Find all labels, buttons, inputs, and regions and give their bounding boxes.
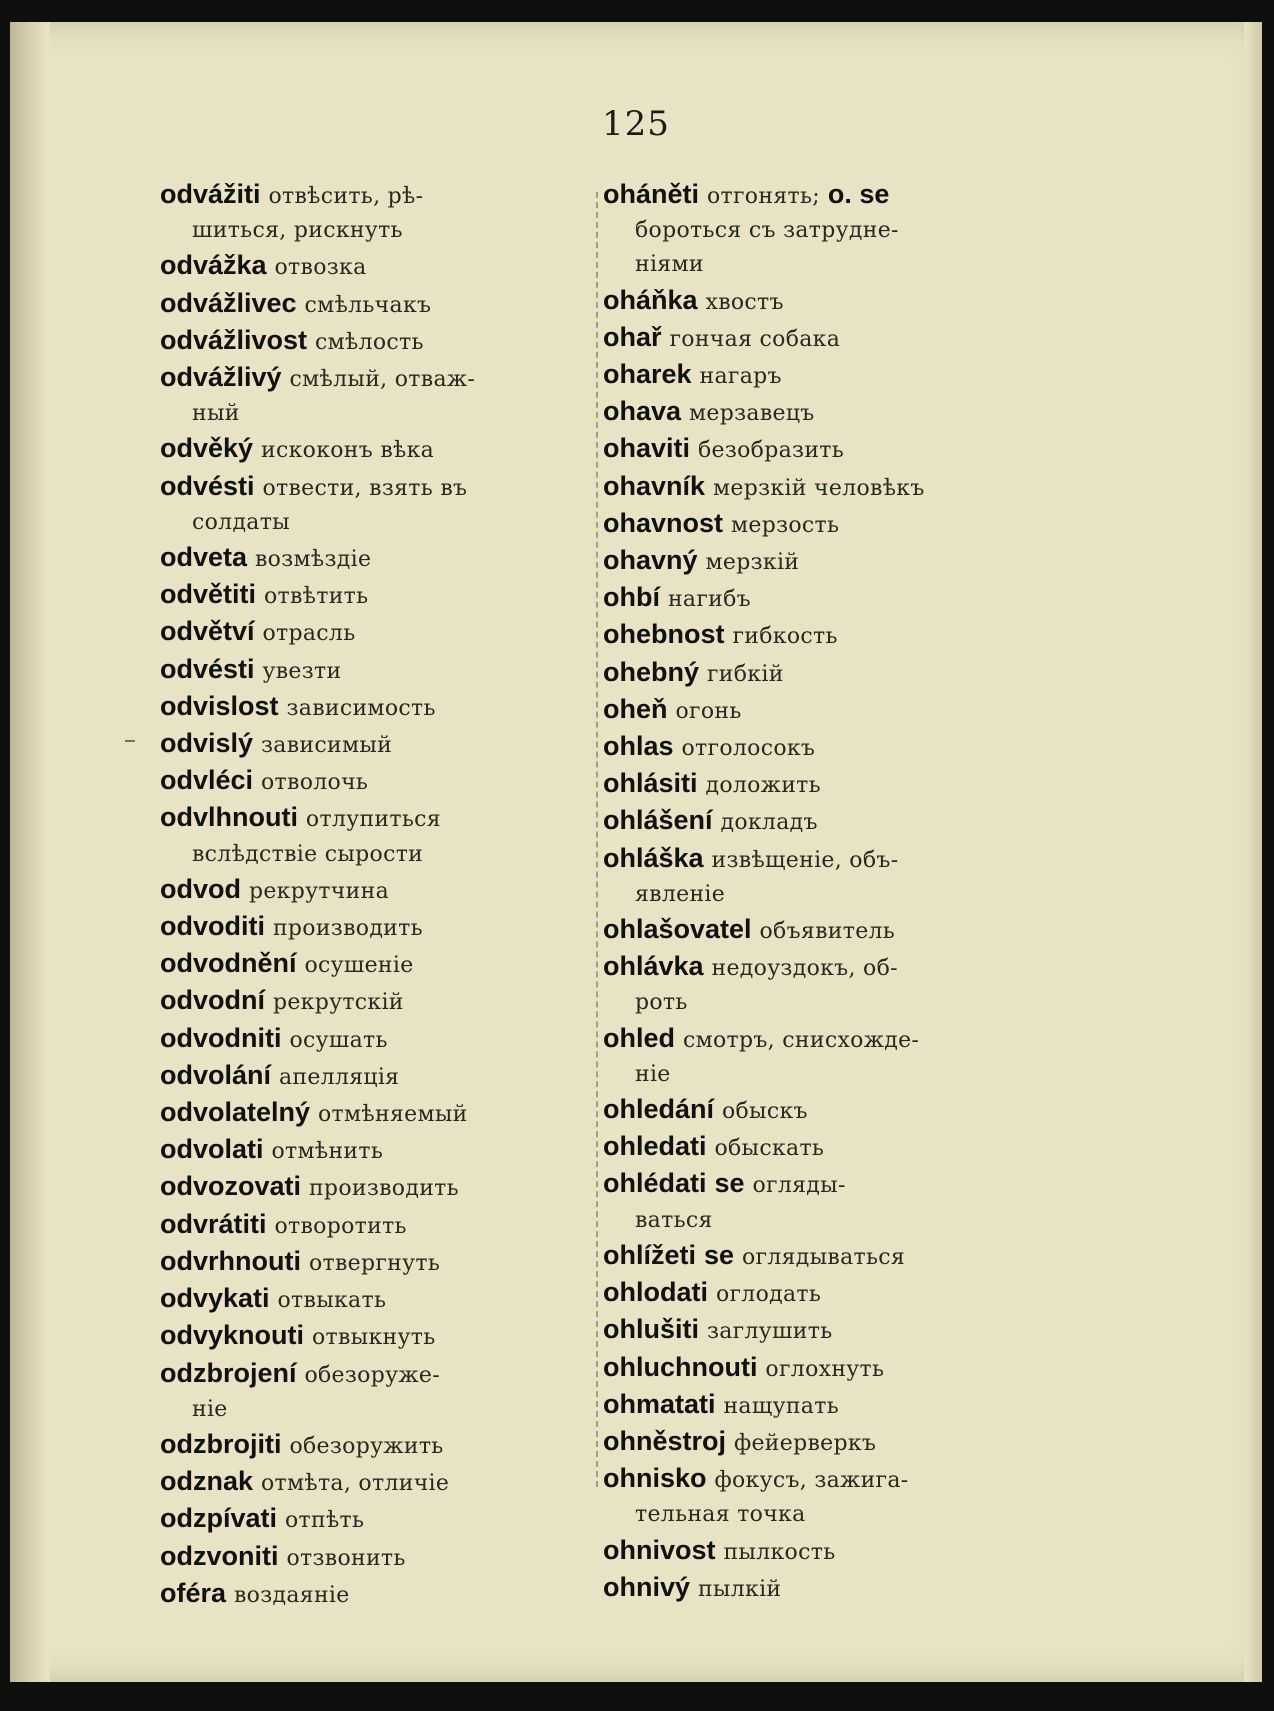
entry-line <box>160 1021 585 1058</box>
entry-continuation: вслѣдствіе сырости <box>192 841 424 867</box>
dictionary-entry <box>160 1058 585 1095</box>
dictionary-entry <box>160 983 585 1020</box>
entry-line <box>160 909 585 946</box>
entry-line <box>160 1576 585 1613</box>
entry-headword: ohaviti <box>603 433 691 464</box>
dictionary-entry <box>160 1501 585 1538</box>
entry-translation: гончая собака <box>669 326 841 352</box>
dictionary-entry <box>160 1464 585 1501</box>
entry-headword: odzpívati <box>160 1503 278 1534</box>
entry-line <box>603 692 1028 729</box>
entry-line <box>603 617 1028 654</box>
entry-headword: odvod <box>160 873 241 904</box>
entry-translation: фокусъ, зажига- <box>714 1468 909 1494</box>
entry-headword: ohluchnouti <box>603 1351 758 1382</box>
dictionary-entry <box>160 1169 585 1206</box>
entry-line <box>603 1092 1028 1129</box>
entry-line <box>603 431 1028 468</box>
entry-headword: ohlávka <box>603 951 704 982</box>
entry-line <box>603 469 1028 506</box>
entry-line <box>160 614 585 651</box>
dictionary-entry <box>603 283 1028 320</box>
entry-line <box>160 1244 585 1281</box>
page-number: 125 <box>602 104 670 144</box>
entry-line <box>603 1275 1028 1312</box>
entry-translation: мерзкій <box>705 550 800 576</box>
dictionary-entry <box>160 909 585 946</box>
entry-translation: гибкость <box>732 624 838 650</box>
entry-translation: обыскъ <box>721 1099 808 1125</box>
entry-headword: ohnivý <box>603 1571 691 1602</box>
entry-headword: ohebný <box>603 656 700 687</box>
entry-translation: отвѣсить, рѣ- <box>268 184 424 209</box>
dictionary-entry <box>603 1312 1028 1349</box>
dictionary-entry <box>603 655 1028 692</box>
dictionary-entry <box>603 580 1028 617</box>
entry-headword: odvykati <box>160 1283 270 1314</box>
entry-translation: отлупиться <box>305 807 441 833</box>
dictionary-entry <box>603 177 1028 248</box>
entry-headword: ohněstroj <box>603 1425 727 1456</box>
dictionary-entry <box>160 248 585 285</box>
entry-line <box>603 283 1028 320</box>
entry-translation: производить <box>272 916 423 942</box>
dictionary-entry <box>603 912 1028 949</box>
entry-headword: ohava <box>603 396 682 427</box>
entry-translation: осушать <box>289 1027 388 1053</box>
entry-headword: ohledati <box>603 1131 707 1162</box>
entry-translation: оглодать <box>715 1282 822 1308</box>
entry-line <box>160 1427 585 1464</box>
dictionary-entry <box>603 949 1028 1020</box>
entry-translation: рекрутскій <box>272 990 404 1016</box>
entry-line <box>603 1166 1028 1203</box>
entry-translation: производить <box>308 1176 459 1202</box>
dictionary-entry <box>160 1244 585 1281</box>
entry-translation: отмѣнить <box>271 1139 384 1165</box>
entry-continuation: ніе <box>192 1396 228 1422</box>
dictionary-entry <box>603 543 1028 580</box>
column-divider <box>596 192 598 1487</box>
entry-line <box>160 177 585 214</box>
entry-translation: оглохнуть <box>765 1356 885 1382</box>
entry-translation: безобразить <box>697 438 845 464</box>
entry-headword: ohláška <box>603 842 704 873</box>
entry-line <box>603 1424 1028 1461</box>
entry-headword: ohlas <box>603 731 674 762</box>
dictionary-entry <box>603 617 1028 654</box>
entry-translation: заглушить <box>706 1319 833 1345</box>
entry-line <box>603 320 1028 357</box>
dictionary-entry <box>160 1356 585 1427</box>
dictionary-entry <box>603 1424 1028 1461</box>
entry-line <box>160 763 585 800</box>
entry-translation: отворотить <box>274 1213 407 1239</box>
entry-continuation: ный <box>192 401 240 427</box>
entry-headword: odvislý <box>160 728 254 759</box>
entry-headword: ohavnost <box>603 507 724 538</box>
dictionary-entry <box>603 431 1028 468</box>
entry-translation: пылкій <box>697 1576 782 1602</box>
entry-translation: отгонять; <box>706 184 820 209</box>
entry-line <box>160 360 585 397</box>
entry-translation: воздаяніе <box>233 1582 350 1608</box>
entry-line <box>603 655 1028 692</box>
entry-line <box>160 1501 585 1538</box>
entry-headword: odvyknouti <box>160 1320 305 1351</box>
entry-line <box>603 949 1028 986</box>
entry-line <box>160 248 585 285</box>
entry-translation: мерзкій человѣкъ <box>712 475 925 501</box>
entry-translation: огонь <box>675 698 742 724</box>
entry-line <box>603 506 1028 543</box>
entry-line <box>603 1312 1028 1349</box>
entry-line <box>160 1095 585 1132</box>
dictionary-entry <box>160 689 585 726</box>
dictionary-entry <box>603 1570 1028 1607</box>
dictionary-entry <box>603 1350 1028 1387</box>
entry-headword: ohledání <box>603 1094 715 1125</box>
dictionary-entry <box>160 652 585 689</box>
entry-headword: oféra <box>160 1577 227 1608</box>
entry-headword: odvodní <box>160 985 265 1016</box>
entry-line <box>160 1281 585 1318</box>
entry-continuation: шиться, рискнуть <box>192 218 403 244</box>
book-page <box>10 22 1262 1682</box>
entry-headword: ohlížeti <box>603 1239 696 1270</box>
right-column <box>603 177 1028 1607</box>
entry-line <box>160 1207 585 1244</box>
entry-line <box>160 1539 585 1576</box>
entry-translation: нагибъ <box>667 587 751 613</box>
entry-line <box>160 431 585 468</box>
entry-line <box>160 323 585 360</box>
entry-headword: odvésti <box>160 470 255 501</box>
dictionary-entry <box>160 360 585 431</box>
entry-headword: oháněti <box>603 179 700 209</box>
dictionary-entry <box>603 248 1028 282</box>
entry-headword: odvléci <box>160 765 254 796</box>
entry-headword: odvislost <box>160 690 279 721</box>
entry-line <box>160 577 585 614</box>
entry-headword: ohnivost <box>603 1534 716 1565</box>
entry-continuation: тельная точка <box>635 1502 806 1528</box>
entry-line <box>160 946 585 983</box>
entry-translation: отвѣтить <box>263 584 369 610</box>
dictionary-entry <box>160 726 585 763</box>
entry-headword: oheň <box>603 693 668 724</box>
entry-headword: odvolati <box>160 1134 264 1165</box>
entry-translation: смѣлый, отваж- <box>289 367 476 393</box>
entry-line <box>603 912 1028 949</box>
entry-translation: фейерверкъ <box>733 1430 877 1456</box>
dictionary-entry <box>603 1533 1028 1570</box>
entry-translation: рекрутчина <box>248 878 389 904</box>
entry-line <box>160 726 585 763</box>
dictionary-entry <box>160 1318 585 1355</box>
entry-translation: искоконъ вѣка <box>261 438 435 464</box>
entry-translation: доложить <box>705 773 821 799</box>
entry-line <box>603 1533 1028 1570</box>
entry-translation: отпѣть <box>284 1508 365 1534</box>
entry-line <box>603 803 1028 840</box>
entry-translation: отвести, взять въ <box>262 475 468 501</box>
dictionary-entry <box>160 323 585 360</box>
entry-headword: oharek <box>603 359 692 390</box>
entry-translation: увезти <box>262 658 342 684</box>
dictionary-entry <box>160 1539 585 1576</box>
entry-translation: отмѣняемый <box>317 1102 468 1128</box>
entry-translation: мерзавецъ <box>689 401 815 427</box>
entry-line <box>603 1350 1028 1387</box>
entry-line <box>160 1058 585 1095</box>
left-column <box>160 177 585 1613</box>
page-edge-shadow <box>1244 22 1262 1682</box>
entry-headword: odzvoniti <box>160 1540 279 1571</box>
entry-headword: odvodnění <box>160 948 297 979</box>
entry-line <box>160 1464 585 1501</box>
dictionary-entry <box>603 729 1028 766</box>
entry-translation: огляды- <box>752 1173 846 1199</box>
entry-headword-extra: se <box>703 1239 734 1270</box>
entry-headword: odvěký <box>160 433 254 464</box>
entry-line <box>603 177 1028 214</box>
entry-line <box>603 357 1028 394</box>
entry-line <box>160 1132 585 1169</box>
entry-translation: отвергнуть <box>308 1250 441 1276</box>
entry-translation: гибкій <box>706 661 784 687</box>
entry-translation: недоуздокъ, об- <box>711 956 898 982</box>
entry-headword: ohlodati <box>603 1277 708 1308</box>
entry-headword: ohlášení <box>603 805 713 836</box>
entry-headword: odvážlivost <box>160 324 308 355</box>
entry-headword: odvážiti <box>160 179 261 209</box>
entry-headword: odvětiti <box>160 579 257 610</box>
entry-line <box>160 872 585 909</box>
entry-translation: мерзость <box>730 512 840 538</box>
entry-headword: ohavný <box>603 545 698 576</box>
entry-translation: возмѣздіе <box>254 547 372 573</box>
entry-translation: отмѣта, отличіе <box>260 1471 450 1497</box>
entry-line <box>603 766 1028 803</box>
entry-translation: извѣщеніе, объ- <box>711 847 899 873</box>
entry-line <box>603 1129 1028 1166</box>
entry-translation: смѣлость <box>315 329 424 355</box>
entry-translation: отрасль <box>262 621 356 647</box>
entry-headword: odznak <box>160 1466 254 1497</box>
dictionary-entry <box>160 577 585 614</box>
entry-translation: отвыкать <box>277 1288 387 1314</box>
entry-translation: смѣльчакъ <box>304 292 432 318</box>
entry-line <box>160 1318 585 1355</box>
entry-headword: odvoditi <box>160 911 265 942</box>
dictionary-entry <box>603 841 1028 912</box>
dictionary-entry <box>160 286 585 323</box>
entry-headword: ohmatati <box>603 1388 716 1419</box>
entry-headword: ohled <box>603 1022 675 1053</box>
entry-headword: odvážka <box>160 250 267 281</box>
dictionary-entry <box>603 320 1028 357</box>
entry-headword: ohavník <box>603 470 706 501</box>
entry-line <box>603 580 1028 617</box>
dictionary-entry <box>603 1129 1028 1166</box>
entry-continuation: ваться <box>635 1207 713 1233</box>
entry-translation: нащупать <box>723 1393 839 1419</box>
entry-headword: odzbrojiti <box>160 1428 282 1459</box>
entry-headword: ohař <box>603 321 662 352</box>
entry-translation: нагаръ <box>699 364 782 390</box>
entry-translation: апелляція <box>278 1064 400 1090</box>
dictionary-entry <box>603 692 1028 729</box>
dictionary-entry <box>603 1461 1028 1532</box>
entry-headword: ohlušiti <box>603 1314 699 1345</box>
entry-headword: ohbí <box>603 582 660 613</box>
entry-line <box>160 689 585 726</box>
dictionary-entry <box>160 1576 585 1613</box>
entry-headword: odvozovati <box>160 1171 302 1202</box>
dictionary-entry <box>603 1021 1028 1092</box>
entry-continuation: явленіе <box>635 881 726 907</box>
entry-line <box>603 1570 1028 1607</box>
entry-line <box>603 841 1028 878</box>
entry-headword: odvážlivec <box>160 287 297 318</box>
page-spine-shadow <box>10 22 50 1682</box>
entry-line <box>603 1387 1028 1424</box>
entry-translation: смотръ, снисхожде- <box>682 1027 920 1053</box>
entry-line <box>160 983 585 1020</box>
entry-headword: odvětví <box>160 616 255 647</box>
entry-line <box>603 394 1028 431</box>
entry-headword-extra: se <box>714 1168 745 1199</box>
dictionary-entry <box>603 1275 1028 1312</box>
entry-headword: odvodniti <box>160 1022 282 1053</box>
entry-continuation: солдаты <box>192 509 290 535</box>
entry-headword: ohlašovatel <box>603 914 752 945</box>
entry-line <box>160 540 585 577</box>
entry-line <box>603 1461 1028 1498</box>
entry-translation: зависимость <box>286 695 436 721</box>
entry-continuation: бороться съ затрудне- <box>635 218 899 244</box>
entry-headword: oháňka <box>603 284 698 315</box>
dictionary-entry <box>603 394 1028 431</box>
dictionary-entry <box>603 766 1028 803</box>
entry-line <box>603 1021 1028 1058</box>
entry-headword: odvrhnouti <box>160 1245 301 1276</box>
dictionary-entry <box>160 872 585 909</box>
entry-translation: пылкость <box>723 1539 836 1565</box>
entry-line <box>603 1238 1028 1275</box>
dictionary-entry <box>160 1132 585 1169</box>
entry-line <box>160 1356 585 1393</box>
entry-headword: odveta <box>160 542 248 573</box>
entry-headword: odvolatelný <box>160 1097 311 1128</box>
entry-translation: докладъ <box>720 810 818 836</box>
entry-headword: odvolání <box>160 1059 272 1090</box>
dictionary-entry <box>160 763 585 800</box>
entry-line <box>160 1169 585 1206</box>
entry-line <box>603 729 1028 766</box>
dictionary-entry <box>160 1021 585 1058</box>
entry-line <box>160 469 585 506</box>
entry-headword: ohlédati <box>603 1168 707 1199</box>
entry-translation: осушеніе <box>304 953 414 979</box>
entry-headword: odvlhnouti <box>160 802 298 833</box>
entry-translation: объявитель <box>759 919 896 945</box>
entry-translation: отволочь <box>261 770 369 796</box>
entry-headword: ohlásiti <box>603 768 698 799</box>
entry-translation: отголосокъ <box>681 736 816 762</box>
entry-headword-extra: o. se <box>827 179 890 209</box>
entry-translation: отвыкнуть <box>311 1325 436 1351</box>
dictionary-entry <box>160 540 585 577</box>
dictionary-entry <box>160 800 585 871</box>
dictionary-entry <box>160 1095 585 1132</box>
entry-headword: odvésti <box>160 653 255 684</box>
margin-mark <box>125 740 135 742</box>
entry-translation: отзвонить <box>286 1545 406 1571</box>
entry-line <box>603 543 1028 580</box>
dictionary-entry <box>603 469 1028 506</box>
entry-translation: обезоружить <box>289 1433 444 1459</box>
dictionary-entry <box>603 506 1028 543</box>
entry-translation: хвостъ <box>705 289 784 315</box>
entry-translation: зависимый <box>261 733 393 759</box>
dictionary-entry <box>160 431 585 468</box>
dictionary-entry <box>160 1207 585 1244</box>
entry-headword: odvrátiti <box>160 1208 267 1239</box>
dictionary-entry <box>603 1387 1028 1424</box>
entry-headword: odzbrojení <box>160 1357 297 1388</box>
dictionary-entry <box>160 614 585 651</box>
entry-translation: обыскать <box>714 1136 825 1162</box>
entry-translation: отвозка <box>274 255 367 281</box>
entry-continuation: ніями <box>635 252 704 278</box>
dictionary-entry <box>603 803 1028 840</box>
dictionary-entry <box>160 1427 585 1464</box>
entry-line <box>160 800 585 837</box>
dictionary-entry <box>603 1092 1028 1129</box>
entry-line <box>160 286 585 323</box>
dictionary-entry <box>160 177 585 248</box>
entry-headword: ohebnost <box>603 619 725 650</box>
entry-translation: обезоруже- <box>304 1362 440 1388</box>
dictionary-entry <box>603 1238 1028 1275</box>
entry-headword: ohnisko <box>603 1463 707 1494</box>
dictionary-entry <box>603 1166 1028 1237</box>
dictionary-entry <box>603 357 1028 394</box>
entry-headword: odvážlivý <box>160 362 282 393</box>
entry-line <box>160 652 585 689</box>
entry-translation: оглядываться <box>741 1244 906 1270</box>
entry-continuation: роть <box>635 990 688 1016</box>
dictionary-entry <box>160 469 585 540</box>
dictionary-entry <box>160 946 585 983</box>
dictionary-entry <box>160 1281 585 1318</box>
entry-continuation: ніе <box>635 1061 671 1087</box>
